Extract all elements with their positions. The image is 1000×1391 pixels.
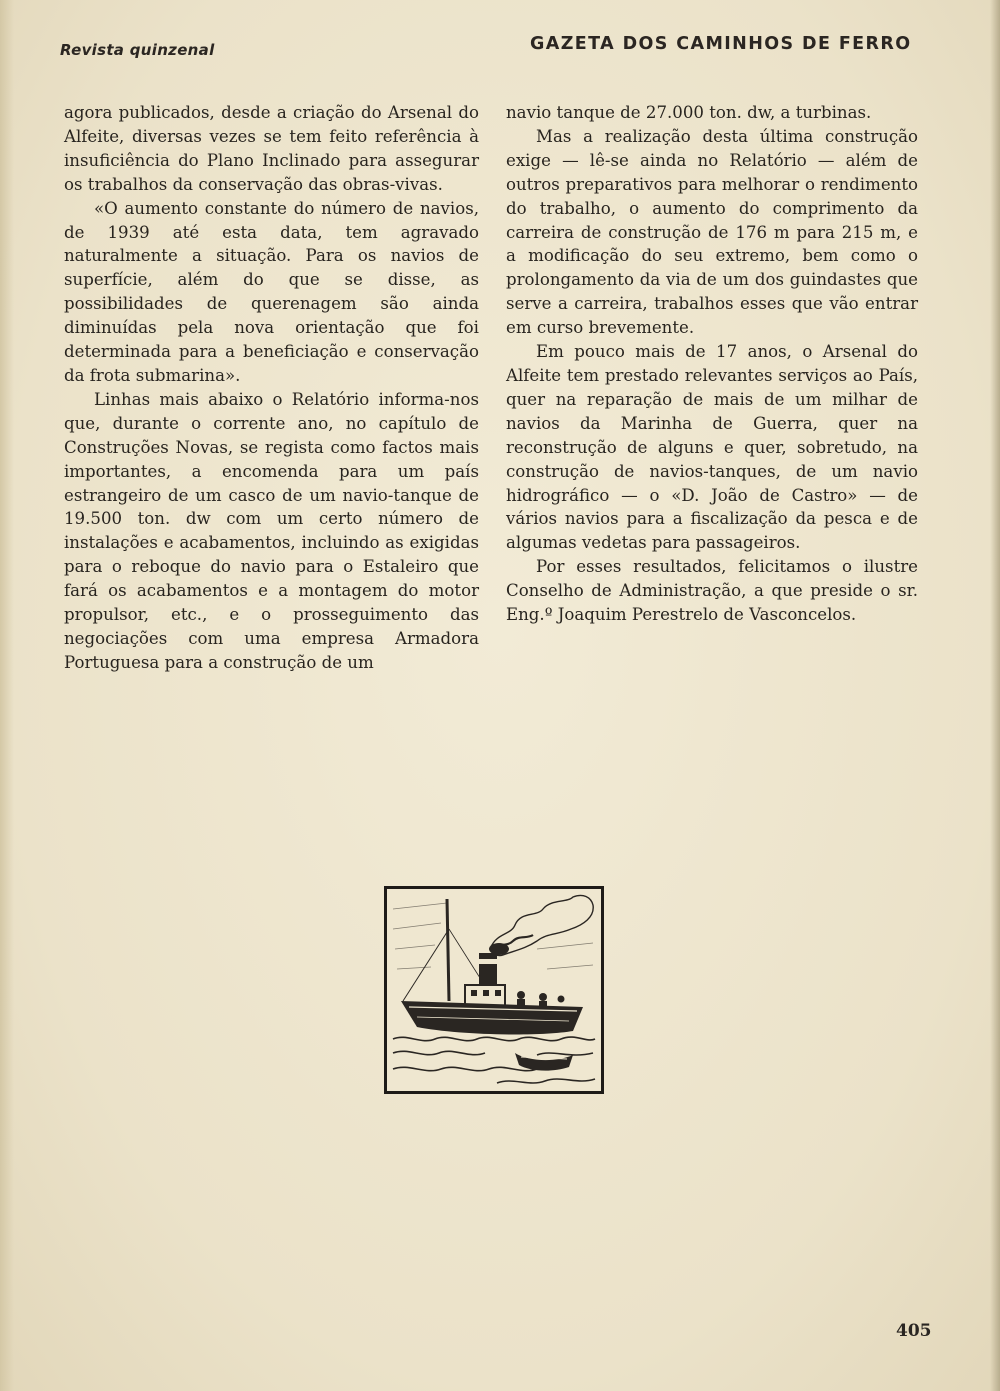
paragraph: Mas a realização desta última construção exige — lê-se ainda no Relatório — além de outros preparativos para melhorar o rendimento do trabalho, o aumento do comprimento da carreira de construção de 176 m para 215 m, e a modificação do seu extremo, bem como o prolongamento da via de um dos guindastes que serve a carreira, trabalhos esses que vão entrar em curso brevemente.	[506, 126, 918, 338]
running-head-right: GAZETA DOS CAMINHOS DE FERRO	[530, 34, 912, 54]
paragraph: Por esses resultados, felicitamos o ilustre Conselho de Administração, a que preside o sr. Eng.º Joaquim Perestrelo de Vasconcelos.	[506, 557, 918, 625]
paragraph: navio tanque de 27.000 ton. dw, a turbinas.	[506, 103, 872, 122]
steamship-woodcut-icon	[384, 886, 604, 1094]
paragraph: «O aumento constante do número de navios, de 1939 até esta data, tem agravado naturalmente a situação. Para os navios de superfície, além do que se disse, as possibilidades de querenagem são ainda diminuídas pela nova orientação que foi determinada para a beneficiação e conservação da frota submarina».	[64, 198, 479, 385]
paragraph: agora publicados, desde a criação do Arsenal do Alfeite, diversas vezes se tem feito referência à insuficiência do Plano Inclinado para assegurar os trabalhos da conservação das obras-vivas.	[64, 103, 479, 194]
text-column-right	[506, 101, 918, 627]
text-column-left	[64, 101, 479, 675]
page-edge-shadow	[990, 0, 1000, 1391]
paragraph: Linhas mais abaixo o Relatório informa-nos que, durante o corrente ano, no capítulo de Construções Novas, se regista como factos mais importantes, a encomenda para um país estrangeiro de um casco de um navio-tanque de 19.500 ton. dw com um certo número de instalações e acabamentos, incluindo as exigidas para o reboque do navio para o Estaleiro que fará os acabamentos e a montagem do motor propulsor, etc., e o prosseguimento das negociações com uma empresa Armadora Portuguesa para a construção de um	[64, 389, 479, 672]
running-head-left: Revista quinzenal	[60, 41, 215, 59]
page-edge-shadow	[0, 0, 14, 1391]
paragraph: Em pouco mais de 17 anos, o Arsenal do Alfeite tem prestado relevantes serviços ao País, quer na reparação de mais de um milhar de navios da Marinha de Guerra, quer na reconstrução de alguns e quer, sobretudo, na construção de navios-tanques, de um navio hidrográfico — o «D. João de Castro» — de vários navios para a fiscalização da pesca e de algumas vedetas para passageiros.	[506, 342, 918, 553]
page-number: 405	[896, 1321, 932, 1341]
